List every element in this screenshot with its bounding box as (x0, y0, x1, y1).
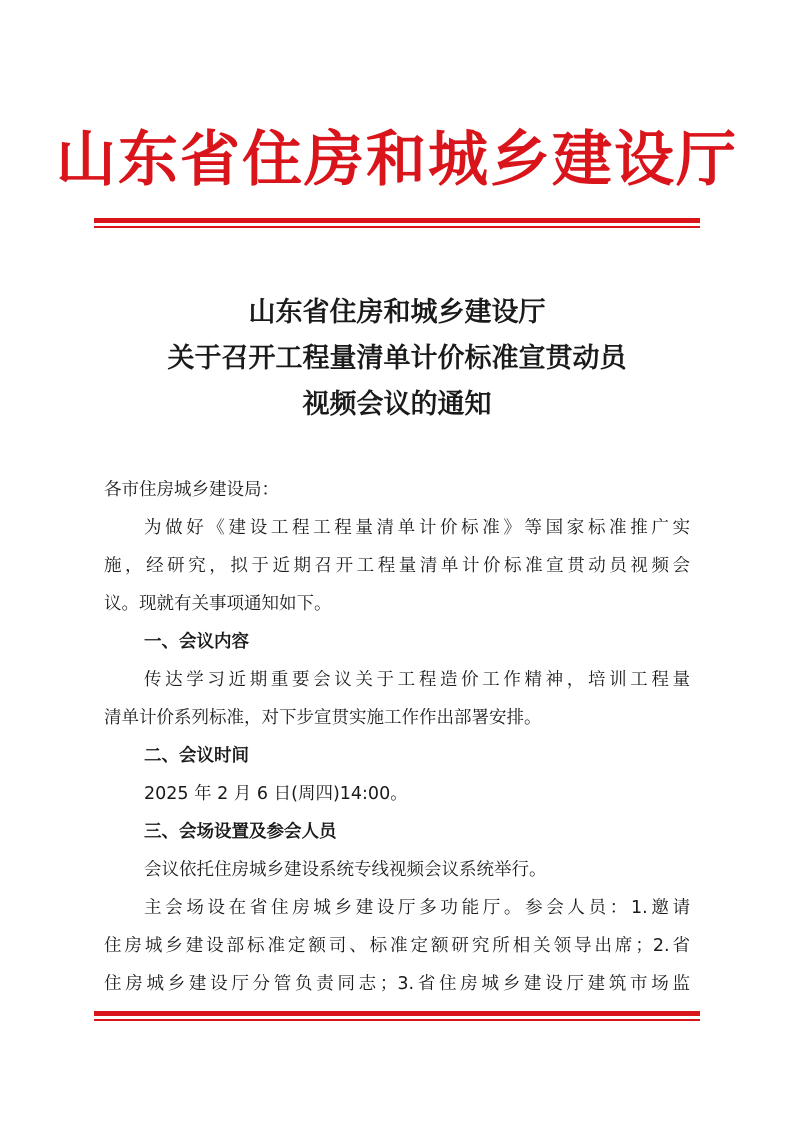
salutation: 各市住房城乡建设局： (104, 480, 279, 500)
section-3-heading: 三、会场设置及参会人员 (144, 822, 337, 842)
intro-line-1: 为做好《建设工程工程量清单计价标准》等国家标准推广实 (144, 518, 690, 538)
section-3-paragraph-2-line-3: 住房城乡建设厅分管负责同志；3.省住房城乡建设厅建筑市场监 (104, 974, 690, 994)
section-2-line-1: 2025 年 2 月 6 日(周四)14:00。 (144, 784, 408, 804)
footer-rule-thick (94, 1011, 700, 1016)
section-2-heading: 二、会议时间 (144, 746, 249, 766)
section-3-paragraph-2-line-1: 主会场设在省住房城乡建设厅多功能厅。参会人员：1.邀请 (144, 898, 690, 918)
document-title-line-3: 视频会议的通知 (302, 389, 492, 420)
intro-line-3: 议。现就有关事项通知如下。 (104, 594, 332, 614)
header-rule-thick (94, 218, 700, 223)
header-rule-thin (94, 226, 700, 228)
document-title-line-1: 山东省住房和城乡建设厅 (248, 297, 546, 328)
section-1-line-1: 传达学习近期重要会议关于工程造价工作精神，培训工程量 (144, 670, 690, 690)
intro-line-2: 施，经研究，拟于近期召开工程量清单计价标准宣贯动员视频会 (104, 556, 690, 576)
org-header-title: 山东省住房和城乡建设厅 (56, 125, 738, 195)
section-3-paragraph-1: 会议依托住房城乡建设系统专线视频会议系统举行。 (144, 860, 547, 880)
section-3-paragraph-2-line-2: 住房城乡建设部标准定额司、标准定额研究所相关领导出席；2.省 (104, 936, 690, 956)
footer-rule-thin (94, 1019, 700, 1021)
section-1-line-2: 清单计价系列标准，对下步宣贯实施工作作出部署安排。 (104, 708, 542, 728)
document-title-line-2: 关于召开工程量清单计价标准宣贯动员 (167, 343, 627, 374)
section-1-heading: 一、会议内容 (144, 632, 249, 652)
